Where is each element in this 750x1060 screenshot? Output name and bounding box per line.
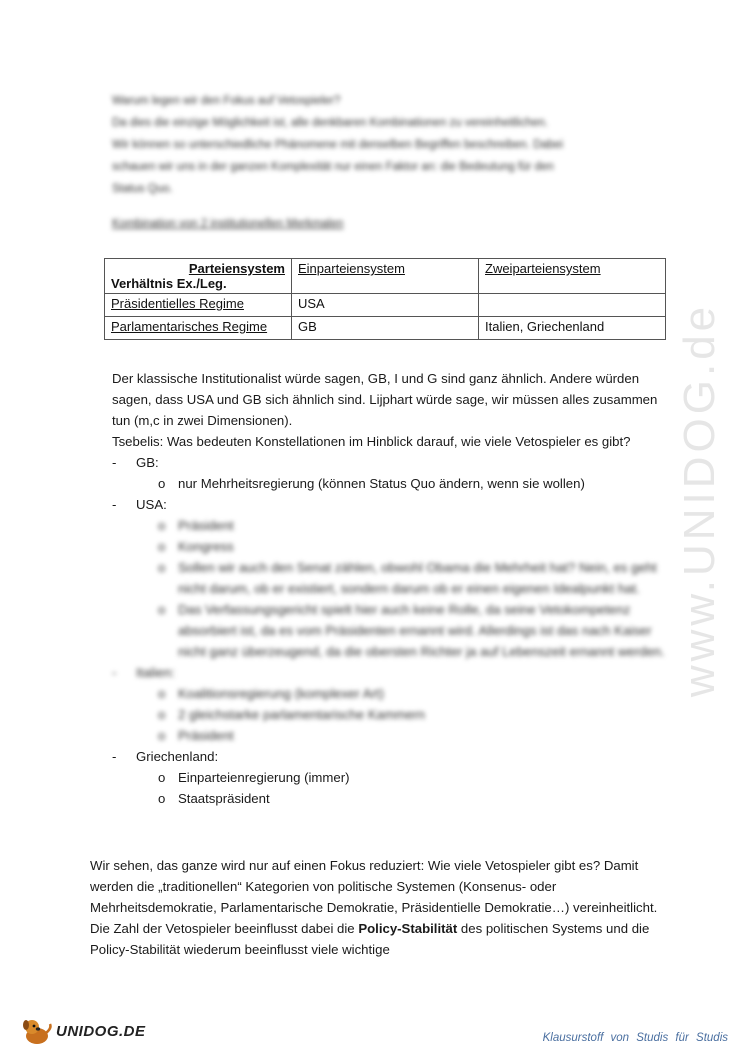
header-one-party: Einparteiensystem <box>292 259 479 294</box>
sub-list-item: o Kongress <box>112 536 672 557</box>
row-label: Parlamentarisches Regime <box>105 317 292 340</box>
header-relation: Verhältnis Ex./Leg. <box>111 276 227 291</box>
sub-list-item: o Staatspräsident <box>112 788 672 809</box>
table-cell: USA <box>292 294 479 317</box>
sub-list-item: o Präsident <box>112 515 672 536</box>
policy-stability-term: Policy-Stabilität <box>358 921 458 936</box>
section-title: Kombination von 2 institutionellen Merkmalen <box>112 218 344 230</box>
header-party-system: Parteiensystem <box>188 261 285 276</box>
intro-line: Status Quo. <box>112 183 173 195</box>
list-item-gb: - GB: <box>112 452 672 473</box>
table-cell: Italien, Griechenland <box>479 317 666 340</box>
table-corner-cell <box>105 259 292 294</box>
circle-bullet: o <box>158 707 166 722</box>
dash-bullet: - <box>112 665 117 680</box>
dash-bullet: - <box>112 749 117 764</box>
sub-list-item: o Einparteienregierung (immer) <box>112 767 672 788</box>
unidog-logo[interactable] <box>20 1016 146 1046</box>
dog-icon <box>20 1016 54 1046</box>
dash-bullet: - <box>112 497 117 512</box>
list-item-greece: - Griechenland: <box>112 746 672 767</box>
table-row <box>105 317 666 340</box>
sub-list-item: o Koalitionsregierung (komplexer Art) <box>112 683 672 704</box>
circle-bullet: o <box>158 539 166 554</box>
conclusion-paragraph: Wir sehen, das ganze wird nur auf einen Fokus reduziert: Wie viele Vetospieler gibt es? Damit werden die „traditionellen“ Kategorien von politische Systemen (Konsenus- oder Mehrheitsdemokratie, Parlamentarische Demokratie, Präsidentielle Demokratie…) vereinheitlicht. Die Zahl der Vetospieler beeinflusst dabei die Policy-Stabilität des politischen Systems und die Policy-Stabilität wiederum beeinflusst viele wichtige <box>90 858 658 957</box>
circle-bullet: o <box>158 560 166 575</box>
sub-list-item: o nur Mehrheitsregierung (können Status Quo ändern, wenn sie wollen) <box>112 473 672 494</box>
circle-bullet: o <box>158 728 166 743</box>
paragraph-institutionalist: Der klassische Institutionalist würde sagen, GB, I und G sind ganz ähnlich. Andere würden sagen, dass USA und GB sich ähnlich sind. Lijphart würde sage, wir müssen alles zusammen tun (m,c in zwei Dimensionen). <box>112 371 658 428</box>
row-label: Präsidentielles Regime <box>105 294 292 317</box>
sub-list-item: o Präsident <box>112 725 672 746</box>
circle-bullet: o <box>158 770 166 785</box>
intro-line: Warum legen wir den Fokus auf Vetospieler? <box>112 95 341 107</box>
body-text <box>112 368 672 809</box>
paragraph-tsebelis: Tsebelis: Was bedeuten Konstellationen im Hinblick darauf, wie viele Vetospieler es gibt? <box>112 434 631 449</box>
circle-bullet: o <box>158 518 166 533</box>
table-header-row <box>105 259 666 294</box>
table-row <box>105 294 666 317</box>
watermark: www.UNIDOG.de <box>675 302 725 698</box>
sub-list-item: o 2 gleichstarke parlamentarische Kammern <box>112 704 672 725</box>
footer-slogan: Klausurstoff von Studis für Studis <box>542 1032 728 1044</box>
list-item-italy: - Italien: <box>112 662 672 683</box>
dash-bullet: - <box>112 455 117 470</box>
intro-paragraph <box>112 90 652 200</box>
table-cell: GB <box>292 317 479 340</box>
circle-bullet: o <box>158 686 166 701</box>
header-two-party: Zweiparteiensystem <box>479 259 666 294</box>
logo-text: UNIDOG.DE <box>56 1022 146 1040</box>
sub-list-item: o Sollen wir auch den Senat zählen, obwohl Obama die Mehrheit hat? Nein, es geht nicht darum, ob er existiert, sondern darum ob er einen eigenen Idealpunkt hat. <box>112 557 672 599</box>
sub-list-item: o Das Verfassungsgericht spielt hier auch keine Rolle, da seine Vetokompetenz absorbiert ist, da es vom Präsidenten ernannt wird. Allerdings ist das nach Kaiser nicht ganz überzeugend, da die obersten Richter ja auf Lebenszeit ernannt werden. <box>112 599 672 662</box>
intro-line: Wir können so unterschiedliche Phänomene mit denselben Begriffen beschreiben. Dabei <box>112 139 564 151</box>
circle-bullet: o <box>158 476 166 491</box>
intro-line: schauen wir uns in der ganzen Komplexität nur einen Faktor an: die Bedeutung für den <box>112 161 554 173</box>
party-system-table <box>104 258 666 340</box>
list-item-usa: - USA: <box>112 494 672 515</box>
circle-bullet: o <box>158 791 166 806</box>
table-cell <box>479 294 666 317</box>
intro-line: Da dies die einzige Möglichkeit ist, alle denkbaren Kombinationen zu vereinheitlichen. <box>112 117 548 129</box>
circle-bullet: o <box>158 602 166 617</box>
